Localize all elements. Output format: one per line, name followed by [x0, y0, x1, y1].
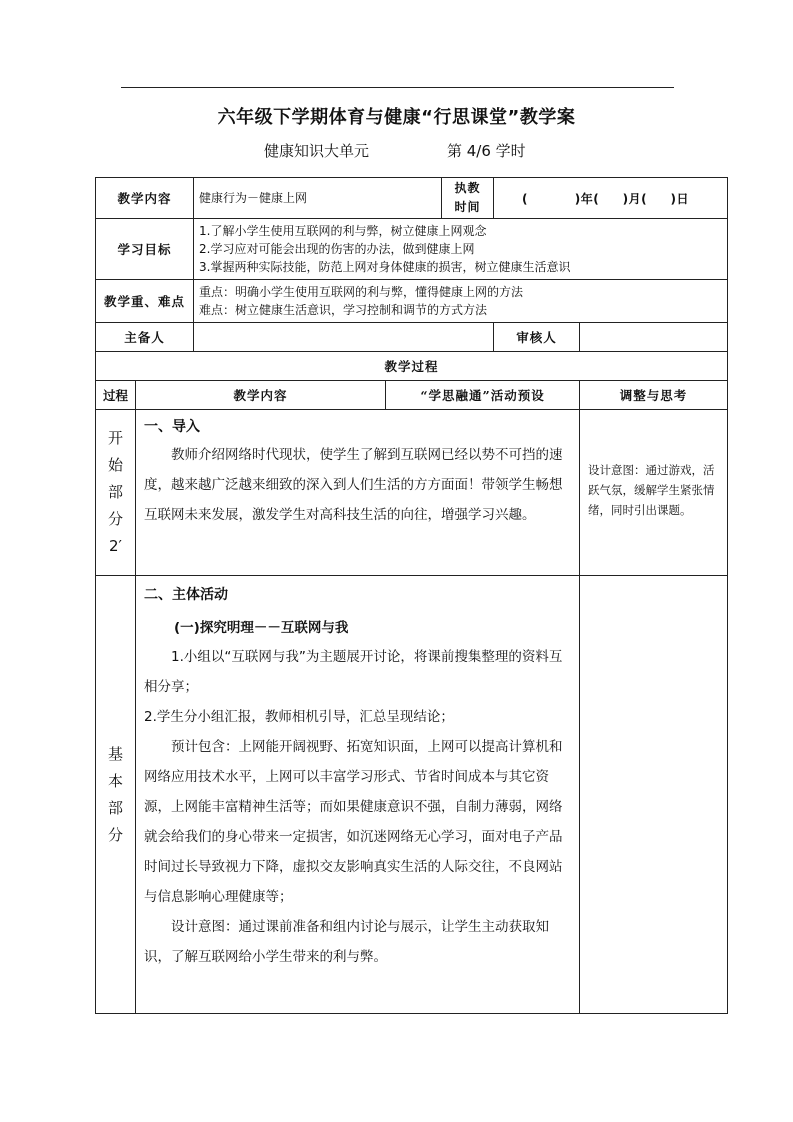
unit-subtitle: 健康知识大单元 [264, 142, 370, 160]
focus-difficult: 难点：树立健康生活意识，学习控制和调节的方式方法 [199, 303, 488, 317]
design-intent: 设计意图：通过课前准备和组内讨论与展示，让学生主动获取知识，了解互联网给小学生带来的利与弊。 [144, 919, 549, 965]
row-start-phase [96, 410, 728, 576]
phase-char: 部 [107, 798, 123, 817]
lesson-plan-table [95, 177, 728, 1014]
intro-heading: 一、导入 [144, 419, 200, 435]
lesson-subtitle: 第 4/6 学时 [447, 142, 526, 160]
goals-list [194, 219, 728, 280]
process-title: 教学过程 [96, 352, 728, 381]
phase-char: 始 [107, 456, 123, 474]
reviewer-label: 审核人 [494, 323, 580, 352]
top-rule [121, 87, 674, 88]
phase-char: 部 [107, 483, 123, 501]
row-process-title [96, 352, 728, 381]
reviewer-value [580, 323, 728, 352]
content-label: 教学内容 [96, 178, 194, 219]
phase-char: 基 [107, 744, 123, 763]
explore-subheading: (一)探究明理－－互联网与我 [174, 620, 349, 636]
col-content-header: 教学内容 [136, 381, 386, 410]
time-label [442, 178, 494, 219]
goal-item: 3.掌握两种实际技能，防范上网对身体健康的损害，树立健康生活意识 [199, 260, 571, 274]
phase-char: 本 [107, 771, 123, 790]
time-label-line2: 时间 [454, 200, 481, 214]
start-content [136, 410, 580, 576]
preparer-value [194, 323, 494, 352]
date-field: ( )年( )月( )日 [494, 178, 728, 219]
activity-step-1: 1.小组以“互联网与我”为主题展开讨论，将课前搜集整理的资料互相分享； [144, 649, 563, 695]
col-stage-header: 过程 [96, 381, 136, 410]
preparer-label: 主备人 [96, 323, 194, 352]
start-design-note [580, 410, 728, 576]
main-activity-heading: 二、主体活动 [144, 587, 228, 603]
basic-phase-label [96, 576, 136, 1014]
time-label-line1: 执教 [454, 181, 481, 195]
phase-char: 2′ [109, 537, 122, 555]
row-goals [96, 219, 728, 280]
row-focus [96, 280, 728, 323]
row-process-headers [96, 381, 728, 410]
intro-paragraph: 教师介绍网络时代现状，使学生了解到互联网已经以势不可挡的速度，越来越广泛越来细致的深入到人们生活的方方面面！带领学生畅想互联网未来发展，激发学生对高科技生活的向往，增强学习兴趣。 [144, 447, 563, 523]
col-activity-header: “学思融通”活动预设 [386, 381, 580, 410]
goal-item: 2.学习应对可能会出现的伤害的办法，做到健康上网 [199, 242, 475, 256]
phase-char: 分 [107, 825, 123, 844]
design-note-text: 设计意图：通过游戏，活跃气氛，缓解学生紧张情绪，同时引出课题。 [588, 463, 715, 517]
basic-adjust [580, 576, 728, 1014]
start-phase-label [96, 410, 136, 576]
expected-outcomes: 预计包含：上网能开阔视野、拓宽知识面，上网可以提高计算机和网络应用技术水平，上网可以丰富学习形式、节省时间成本与其它资源，上网能丰富精神生活等；而如果健康意识不强，自制力薄弱，网络就会给我们的身心带来一定损害，如沉迷网络无心学习，面对电子产品时间过长导致视力下降，虚拟交友影响真实生活的人际交往，不良网站与信息影响心理健康等； [144, 739, 563, 905]
goal-item: 1.了解小学生使用互联网的利与弊，树立健康上网观念 [199, 224, 487, 238]
focus-label: 教学重、难点 [96, 280, 194, 323]
phase-char: 分 [107, 510, 123, 528]
row-content [96, 178, 728, 219]
col-adjust-header: 调整与思考 [580, 381, 728, 410]
focus-key: 重点：明确小学生使用互联网的利与弊，懂得健康上网的方法 [199, 285, 524, 299]
content-value: 健康行为－健康上网 [194, 178, 442, 219]
page-title: 六年级下学期体育与健康“行思课堂”教学案 [217, 107, 576, 128]
goals-label: 学习目标 [96, 219, 194, 280]
row-people [96, 323, 728, 352]
activity-step-2: 2.学生分小组汇报，教师相机引导，汇总呈现结论； [144, 709, 454, 725]
focus-text [194, 280, 728, 323]
basic-content [136, 576, 580, 1014]
row-basic-phase [96, 576, 728, 1014]
phase-char: 开 [107, 429, 123, 447]
